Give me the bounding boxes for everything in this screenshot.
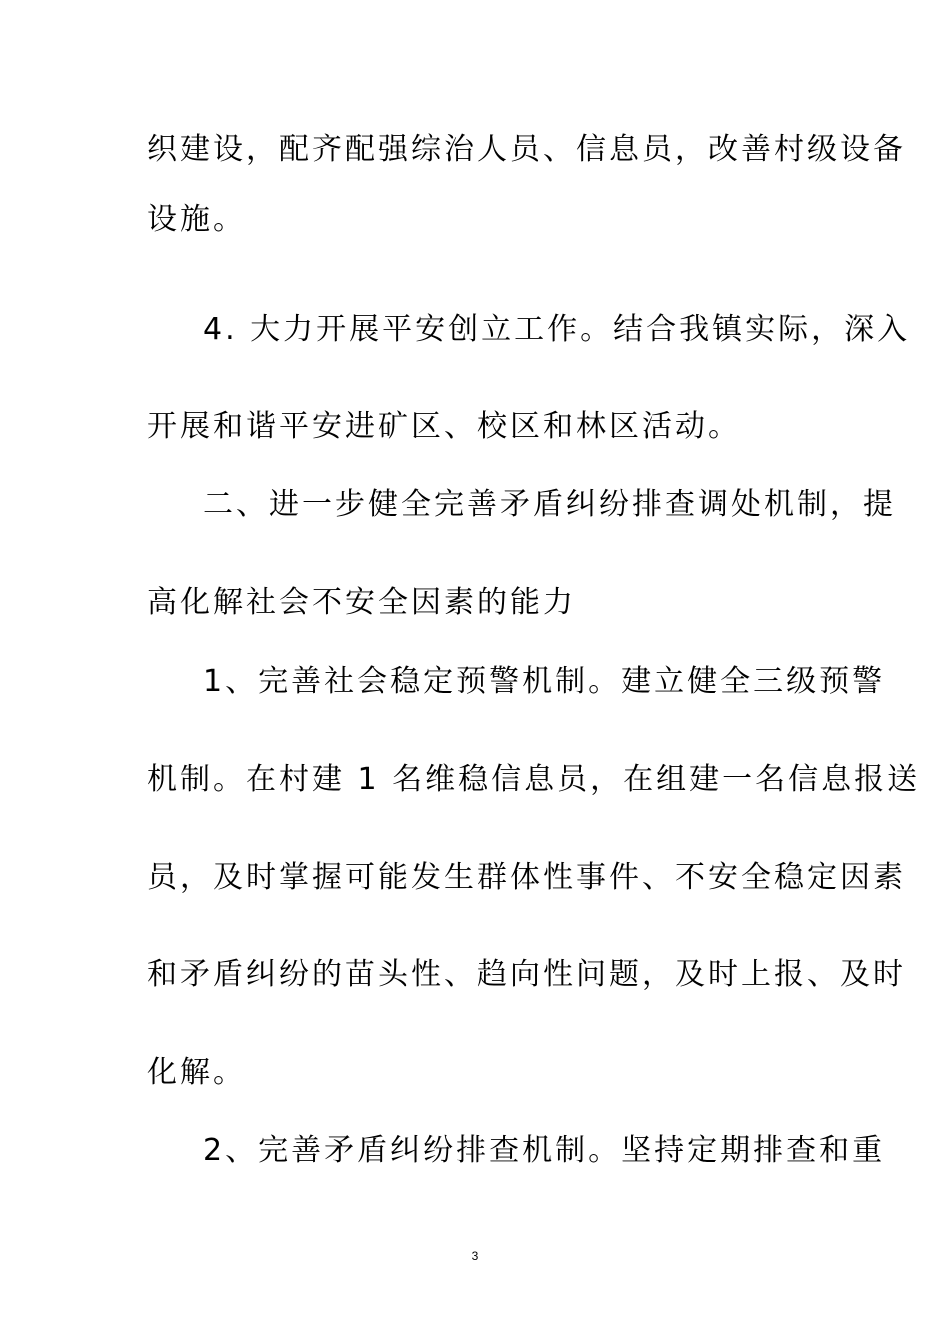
text-line: 和矛盾纠纷的苗头性、趋向性问题，及时上报、及时 xyxy=(147,957,906,992)
text-line: 机制。在村建 1 名维稳信息员，在组建一名信息报送 xyxy=(147,762,921,797)
text-line: 员，及时掌握可能发生群体性事件、不安全稳定因素 xyxy=(147,860,906,895)
text-line: 1、完善社会稳定预警机制。建立健全三级预警 xyxy=(203,664,886,699)
text-line: 4. 大力开展平安创立工作。结合我镇实际，深入 xyxy=(203,312,911,347)
text-line: 二、进一步健全完善矛盾纠纷排查调处机制，提 xyxy=(203,487,896,522)
text-line: 织建设，配齐配强综治人员、信息员，改善村级设备 xyxy=(147,132,906,167)
text-line: 设施。 xyxy=(147,202,246,237)
text-line: 2、完善矛盾纠纷排查机制。坚持定期排查和重 xyxy=(203,1133,886,1168)
page-number: 3 xyxy=(471,1249,479,1263)
text-line: 开展和谐平安进矿区、校区和林区活动。 xyxy=(147,409,741,444)
text-line: 化解。 xyxy=(147,1055,246,1090)
text-line: 高化解社会不安全因素的能力 xyxy=(147,585,576,620)
